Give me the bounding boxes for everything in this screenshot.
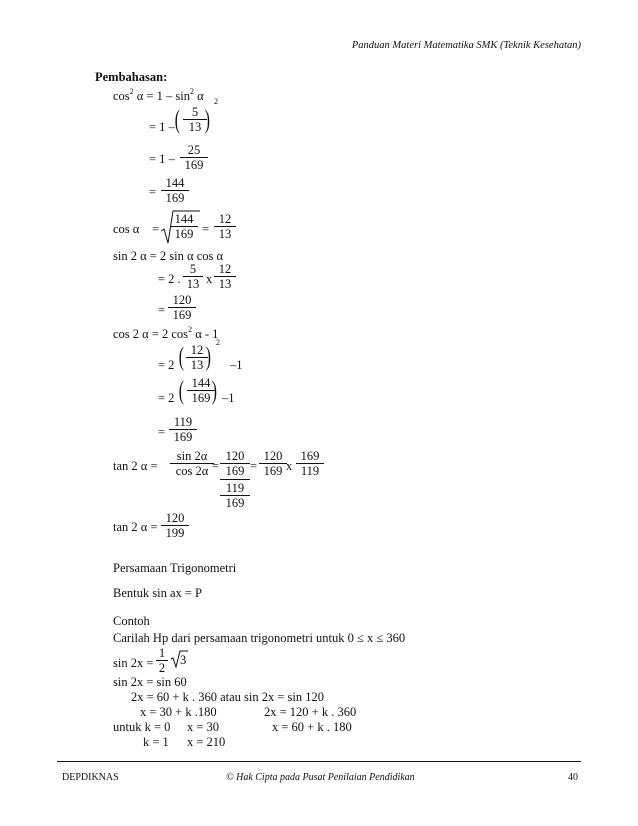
step1-lead: = 1 – — [149, 120, 175, 134]
tan2a-times: x — [286, 459, 293, 473]
tan2a-lhs: tan 2 α = — [113, 459, 158, 473]
tan-result-lhs: tan 2 α = — [113, 520, 158, 534]
step2-fraction: $\frac{25}{169}$ — [180, 143, 208, 172]
solution-line-6: x = 30 — [187, 720, 220, 734]
section-title: Persamaan Trigonometri — [113, 561, 237, 575]
paren-left: ( — [178, 376, 184, 405]
solution-line-9: x = 210 — [187, 735, 226, 749]
cos2a-s1-tail: –1 — [230, 358, 243, 372]
cos-alpha-eq2: = — [202, 222, 210, 236]
cos-alpha-root-fraction: $\frac{144}{169}$ — [170, 212, 198, 241]
step1-fraction: $\frac{5}{13}$ — [183, 105, 207, 134]
paren-left: ( — [174, 105, 180, 134]
tan2a-fraction-c: $\frac{120}{169}$ — [259, 449, 287, 478]
cos-alpha-lhs: cos α — [113, 222, 140, 236]
contoh-label: Contoh — [113, 614, 150, 628]
tan2a-sin-over-cos: $\frac{\sin 2\alpha}{\cos 2\alpha}$ — [170, 449, 214, 478]
tan2a-fraction-d: $\frac{169}{119}$ — [296, 449, 324, 478]
sin2a-fraction1: $\frac{5}{13}$ — [183, 262, 203, 291]
sin2x-lhs: sin 2x = — [113, 656, 154, 670]
section-heading: Pembahasan: — [95, 70, 168, 84]
cos2a-line: cos 2 α = 2 $\cos^2 \alpha - 1$ — [113, 325, 219, 341]
cos-alpha-fraction: $\frac{12}{13}$ — [214, 212, 236, 241]
sin2a-eq: = — [158, 303, 166, 317]
solution-line-2: 2x = 60 + k . 360 atau sin 2x = sin 120 — [131, 690, 325, 704]
sin2a-times: x — [206, 272, 213, 286]
sin2a-result-fraction: $\frac{120}{169}$ — [168, 293, 196, 322]
cos2a-s2-lead: = 2 — [158, 391, 175, 405]
cos-squared-line: $\cos^2 \alpha = 1 - \sin^2 \alpha$ — [113, 87, 204, 103]
cos2a-s3-eq: = — [158, 425, 166, 439]
cos2a-s3-fraction: $\frac{119}{169}$ — [169, 415, 197, 444]
problem-text: Carilah Hp dari persamaan trigonometri untuk 0 ≤ x ≤ 360 — [113, 631, 406, 645]
solution-line-8: k = 1 — [143, 735, 169, 749]
cos2a-s1-fraction: $\frac{12}{13}$ — [186, 343, 208, 372]
page-header: Panduan Materi Matematika SMK (Teknik Kesehatan) — [351, 40, 581, 51]
paren-left: ( — [178, 342, 184, 371]
paren-right: ) — [205, 342, 211, 371]
step3-lead: = — [149, 185, 157, 199]
solution-line-4: 2x = 120 + k . 360 — [264, 705, 357, 719]
footer-copyright: © Hak Cipta pada Pusat Penilaian Pendidikan — [226, 772, 415, 783]
tan-result-fraction: $\frac{120}{199}$ — [161, 511, 189, 540]
footer-divider — [57, 761, 581, 762]
step1-exponent: 2 — [214, 97, 218, 106]
step2-lead: = 1 – — [149, 152, 175, 166]
form-text: Bentuk sin ax = P — [113, 586, 202, 600]
sin2x-root-value: 3 — [180, 653, 187, 667]
tan2a-main-fraction-bar — [220, 479, 250, 480]
step3-fraction: $\frac{144}{169}$ — [161, 176, 189, 205]
paren-right: ) — [211, 376, 217, 405]
cos2a-s1-exponent: 2 — [216, 338, 220, 347]
cos2a-s2-tail: –1 — [222, 391, 235, 405]
solution-line-7: x = 60 + k . 180 — [272, 720, 352, 734]
sin2a-fraction2: $\frac{12}{13}$ — [214, 262, 236, 291]
tan2a-denominator-fraction: $\frac{119}{169}$ — [220, 481, 250, 510]
cos2a-s2-fraction: $\frac{144}{169}$ — [187, 376, 215, 405]
solution-line-5: untuk k = 0 — [113, 720, 171, 734]
footer-left: DEPDIKNAS — [62, 772, 119, 783]
tan2a-eq2: = — [250, 459, 258, 473]
solution-line-3: x = 30 + k .180 — [140, 705, 217, 719]
cos2a-s1-lead: = 2 — [158, 358, 175, 372]
tan2a-eq: = — [212, 459, 220, 473]
cos-alpha-eq: = — [152, 222, 160, 236]
paren-right: ) — [204, 105, 210, 134]
tan2a-numerator-fraction: $\frac{120}{169}$ — [220, 449, 250, 478]
solution-line-1: sin 2x = sin 60 — [113, 675, 187, 689]
sin2x-fraction: $\frac{1}{2}$ — [156, 646, 168, 675]
sin2a-line: sin 2 α = 2 sin α cos α — [113, 249, 224, 263]
page-number: 40 — [568, 772, 578, 783]
sin2a-lead: = 2 . — [158, 272, 181, 286]
